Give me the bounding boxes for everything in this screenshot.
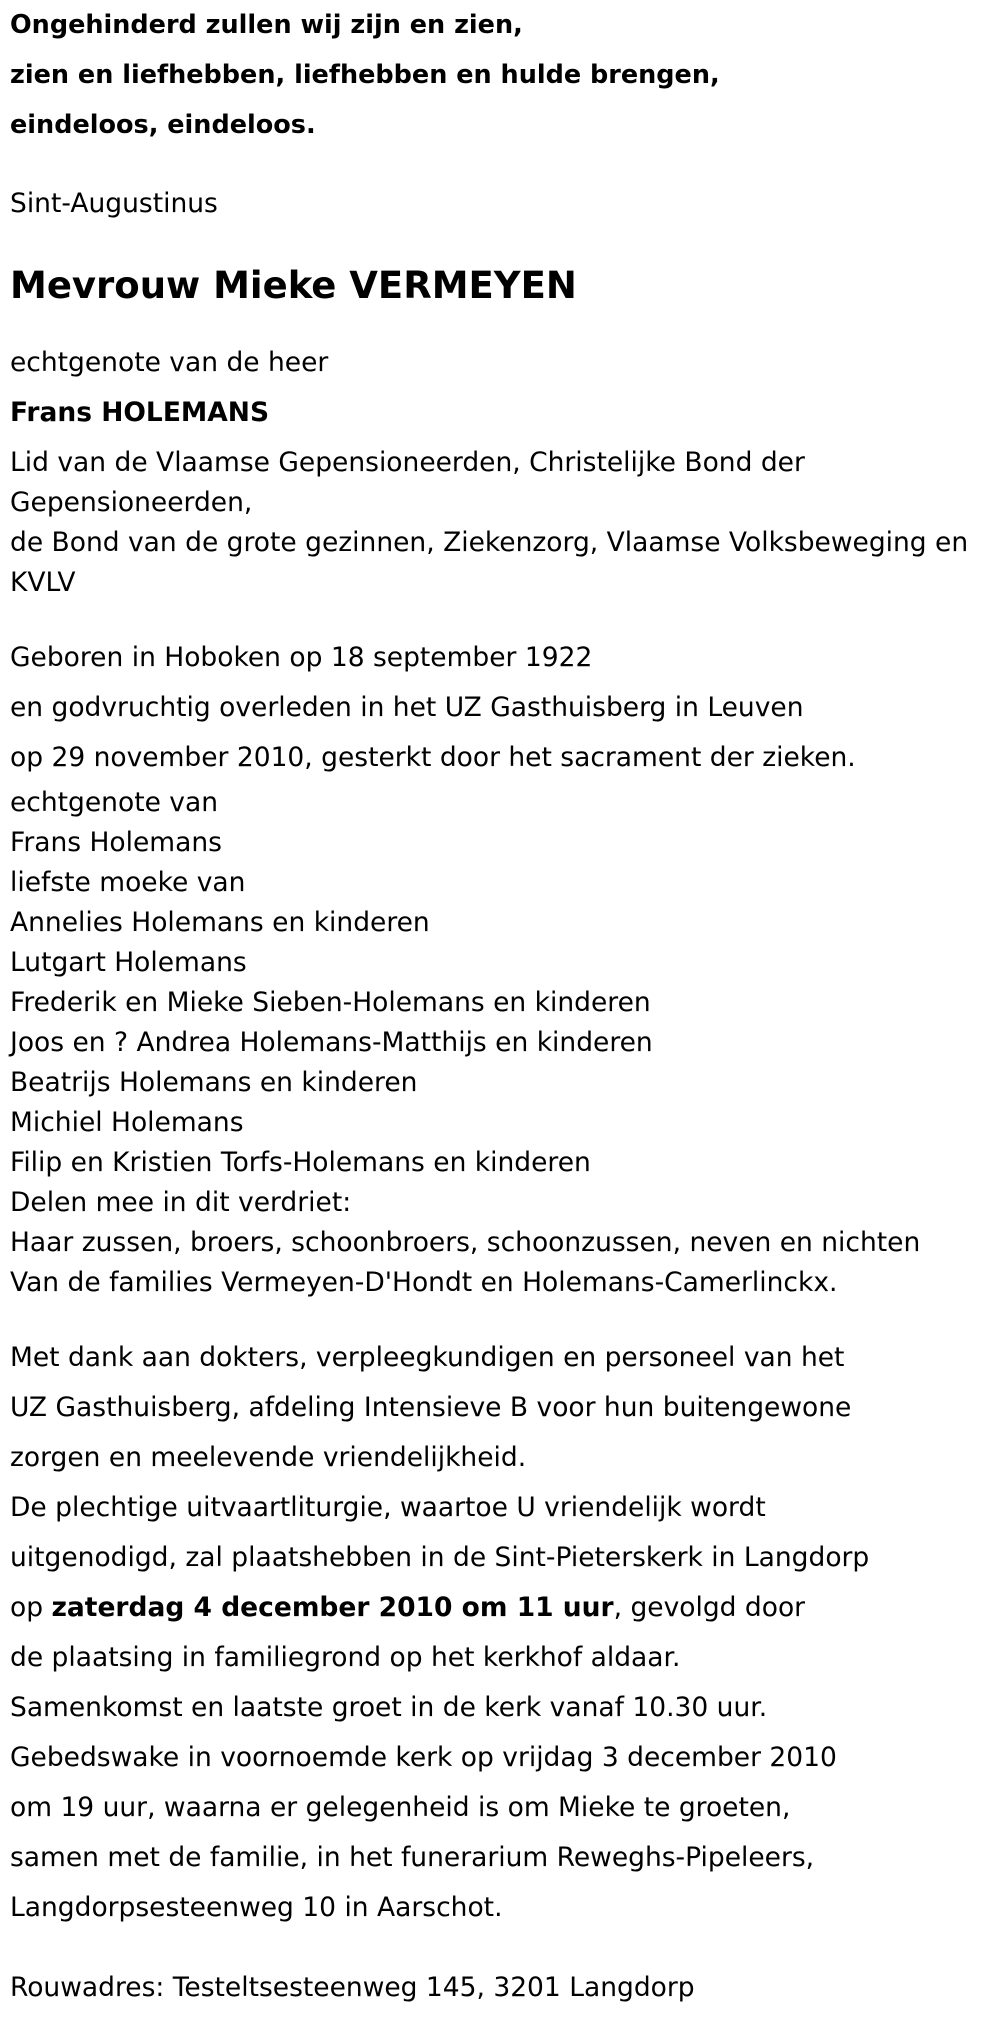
membership-line: de Bond van de grote gezinnen, Ziekenzorg, Vlaamse Volksbeweging en [10, 527, 969, 558]
quote-line: zien en liefhebben, liefhebben en hulde brengen, [10, 60, 720, 90]
funeral-date: zaterdag 4 december 2010 om 11 uur [51, 1592, 614, 1623]
funeral-line: Samenkomst en laatste groet in de kerk vanaf 10.30 uur. [10, 1692, 768, 1723]
spouse-name: Frans HOLEMANS [10, 397, 270, 428]
funeral-date-prefix: op [10, 1592, 52, 1623]
membership-line: Lid van de Vlaamse Gepensioneerden, Christelijke Bond der [10, 447, 805, 478]
funeral-date-suffix: , gevolgd door [613, 1592, 806, 1623]
family-line: Annelies Holemans en kinderen [10, 907, 430, 938]
family-line: Delen mee in dit verdriet: [10, 1187, 352, 1218]
membership-line: KVLV [10, 567, 76, 598]
funeral-line: De plechtige uitvaartliturgie, waartoe U vriendelijk wordt [10, 1492, 766, 1523]
family-list [10, 783, 990, 1303]
family-line: Haar zussen, broers, schoonbroers, schoonzussen, neven en nichten [10, 1227, 921, 1258]
funeral-date-line [10, 1583, 990, 1633]
vigil-line: om 19 uur, waarna er gelegenheid is om Mieke te groeten, [10, 1792, 791, 1823]
family-line: Lutgart Holemans [10, 947, 247, 978]
spouse-intro: echtgenote van de heer [10, 347, 329, 378]
family-line: echtgenote van [10, 787, 219, 818]
thanks-line: zorgen en meelevende vriendelijkheid. [10, 1442, 527, 1473]
vigil-line: samen met de familie, in het funerarium Reweghs-Pipeleers, [10, 1842, 815, 1873]
family-line: Joos en ? Andrea Holemans-Matthijs en kinderen [10, 1027, 653, 1058]
family-line: liefste moeke van [10, 867, 246, 898]
closing-details [10, 1333, 990, 1933]
family-line: Frans Holemans [10, 827, 222, 858]
obituary-notice [10, 0, 990, 2013]
death-date-line: op 29 november 2010, gesterkt door het sacrament der zieken. [10, 742, 856, 773]
quote-line: eindeloos, eindeloos. [10, 110, 316, 140]
membership-line: Gepensioneerden, [10, 487, 253, 518]
funeral-line: de plaatsing in familiegrond op het kerkhof aldaar. [10, 1642, 681, 1673]
birth-death-details [10, 633, 990, 783]
memberships [10, 443, 990, 603]
deceased-name: Mevrouw Mieke VERMEYEN [10, 264, 577, 307]
birth-line: Geboren in Hoboken op 18 september 1922 [10, 642, 593, 673]
family-line: Michiel Holemans [10, 1107, 244, 1138]
thanks-line: UZ Gasthuisberg, afdeling Intensieve B voor hun buitengewone [10, 1392, 852, 1423]
thanks-line: Met dank aan dokters, verpleegkundigen en personeel van het [10, 1342, 845, 1373]
family-line: Beatrijs Holemans en kinderen [10, 1067, 418, 1098]
funeral-line: uitgenodigd, zal plaatshebben in de Sint-Pieterskerk in Langdorp [10, 1542, 870, 1573]
family-line: Filip en Kristien Torfs-Holemans en kinderen [10, 1147, 591, 1178]
family-line: Van de families Vermeyen-D'Hondt en Holemans-Camerlinckx. [10, 1267, 838, 1298]
vigil-line: Gebedswake in voornoemde kerk op vrijdag 3 december 2010 [10, 1742, 837, 1773]
quote-line: Ongehinderd zullen wij zijn en zien, [10, 10, 523, 40]
death-line: en godvruchtig overleden in het UZ Gasthuisberg in Leuven [10, 692, 804, 723]
mourning-address: Rouwadres: Testeltsesteenweg 145, 3201 Langdorp [10, 1972, 695, 2003]
quote-author: Sint-Augustinus [10, 188, 218, 219]
family-line: Frederik en Mieke Sieben-Holemans en kinderen [10, 987, 651, 1018]
opening-quote [10, 0, 990, 150]
vigil-line: Langdorpsesteenweg 10 in Aarschot. [10, 1892, 503, 1923]
